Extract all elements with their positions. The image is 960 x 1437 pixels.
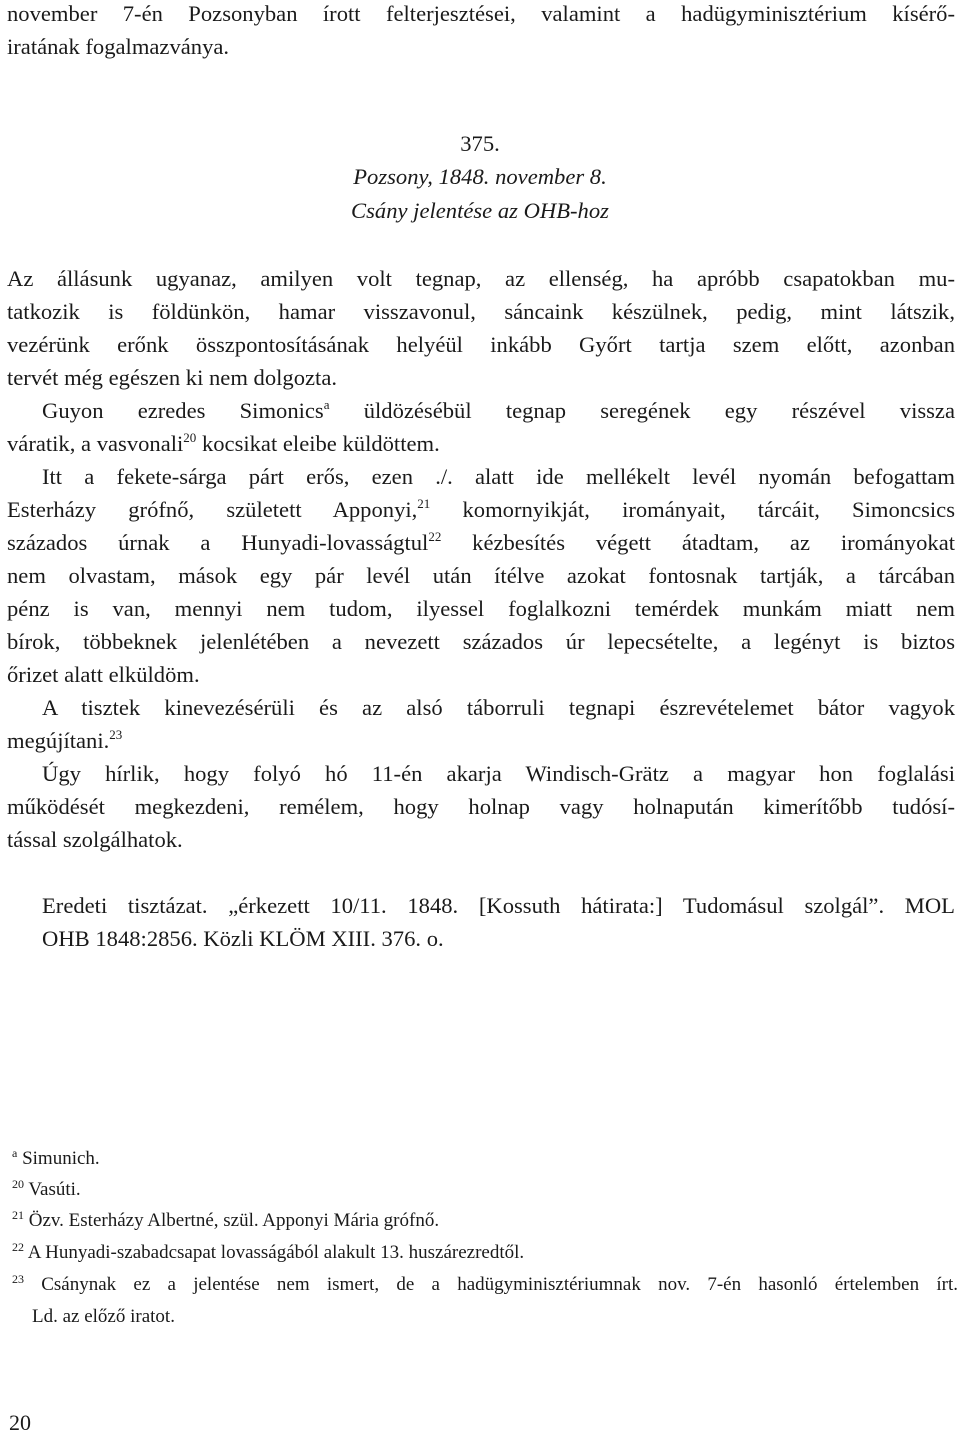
paragraph-line: [42, 396, 955, 426]
text-run: Guyon ezredes Simonics: [42, 398, 324, 423]
footnote-mark: 20: [12, 1177, 24, 1191]
footnote-text: Simunich.: [17, 1148, 100, 1169]
page-number: 20: [9, 1410, 31, 1435]
footnote-text: A Hunyadi-szabadcsapat lovasságából alakult 13. huszárezredtől.: [24, 1242, 525, 1263]
footnote-text: Vasúti.: [24, 1179, 81, 1200]
paragraph-line: bírok, többeknek jelenlétében a nevezett százados úr lepecsételte, a legényt is biztos: [7, 629, 955, 654]
paragraph-line: vezérünk erőnk összpontosításának helyéül inkább Győrt tartja szem előtt, azonban: [7, 332, 955, 357]
paragraph-line: Úgy hírlik, hogy folyó hó 11-én akarja Windisch-Grätz a magyar hon foglalási: [42, 761, 955, 786]
intro-line: iratának fogalmazványa.: [7, 34, 230, 59]
footnote: [12, 1177, 958, 1203]
footnote-mark: 23: [12, 1272, 24, 1286]
paragraph-line: működését megkezdeni, remélem, hogy holnap vagy holnapután kimerítőbb tudósí-: [7, 794, 955, 819]
text-run: üldözésébül tegnap seregének egy részével vissza: [329, 398, 955, 423]
footnote: [12, 1240, 958, 1266]
footnote-mark: 21: [12, 1208, 24, 1222]
footnote-continuation: Ld. az előző iratot.: [32, 1306, 175, 1327]
text-run: százados úrnak a Hunyadi-lovasságtul: [7, 530, 429, 555]
footnote-mark: 22: [12, 1240, 24, 1254]
intro-line: november 7-én Pozsonyban írott felterjesztései, valamint a hadügyminisztérium kísérő-: [7, 1, 955, 26]
footnote-mark: a: [12, 1146, 18, 1160]
paragraph-line: [7, 528, 955, 558]
paragraph-line: nem olvastam, mások egy pár levél után ítélve azokat fontosnak tartják, a tárcában: [7, 563, 955, 588]
text-run: váratik, a vasvonali: [7, 431, 184, 456]
document-place-date: Pozsony, 1848. november 8.: [353, 164, 607, 189]
document-number: 375.: [460, 131, 500, 156]
text-run: megújítani.: [7, 728, 110, 753]
footnote-text: Csánynak ez a jelentése nem ismert, de a hadügyminisztériumnak nov. 7-én hasonló értelemben írt.: [24, 1274, 958, 1295]
footnote: [12, 1272, 958, 1298]
paragraph-line: tervét még egészen ki nem dolgozta.: [7, 365, 337, 390]
text-run: kézbesítés végett átadtam, az irományokat: [441, 530, 956, 555]
paragraph-line: [7, 495, 955, 525]
source-line: Eredeti tisztázat. „érkezett 10/11. 1848. [Kossuth hátirata:] Tudomásul szolgál”. MOL: [42, 893, 955, 918]
footnote-ref[interactable]: 20: [183, 430, 197, 445]
paragraph-line: őrizet alatt elküldöm.: [7, 662, 200, 687]
paragraph-line: tással szolgálhatok.: [7, 827, 183, 852]
paragraph-line: Az állásunk ugyanaz, amilyen volt tegnap, az ellenség, ha apróbb csapatokban mu-: [7, 266, 955, 291]
paragraph-line: A tisztek kinevezésérüli és az alsó táborruli tegnapi észrevételemet bátor vagyok: [42, 695, 955, 720]
text-run: Esterházy grófnő, született Apponyi,: [7, 497, 418, 522]
footnote-ref[interactable]: 21: [417, 496, 431, 511]
footnote: [12, 1208, 958, 1234]
footnote-ref[interactable]: 23: [109, 727, 123, 742]
document-heading: Csány jelentése az OHB-hoz: [351, 198, 609, 223]
paragraph-line: tatkozik is földünkön, hamar visszavonul, sáncaink készülnek, pedig, mint látszik,: [7, 299, 955, 324]
text-run: komornyikját, irományait, tárcáit, Simoncsics: [430, 497, 955, 522]
text-run: kocsikat eleibe küldöttem.: [196, 431, 440, 456]
footnote: [12, 1146, 958, 1172]
footnote-text: Özv. Esterházy Albertné, szül. Apponyi Mária grófnő.: [24, 1210, 440, 1231]
footnote-ref[interactable]: a: [323, 397, 330, 412]
footnote-ref[interactable]: 22: [428, 529, 442, 544]
paragraph-line: [7, 726, 955, 756]
source-line: OHB 1848:2856. Közli KLÖM XIII. 376. o.: [42, 926, 444, 951]
paragraph-line: [7, 429, 955, 459]
paragraph-line: Itt a fekete-sárga párt erős, ezen ./. alatt ide mellékelt levél nyomán befogattam: [42, 464, 955, 489]
paragraph-line: pénz is van, mennyi nem tudom, ilyessel foglalkozni temérdek munkám miatt nem: [7, 596, 955, 621]
